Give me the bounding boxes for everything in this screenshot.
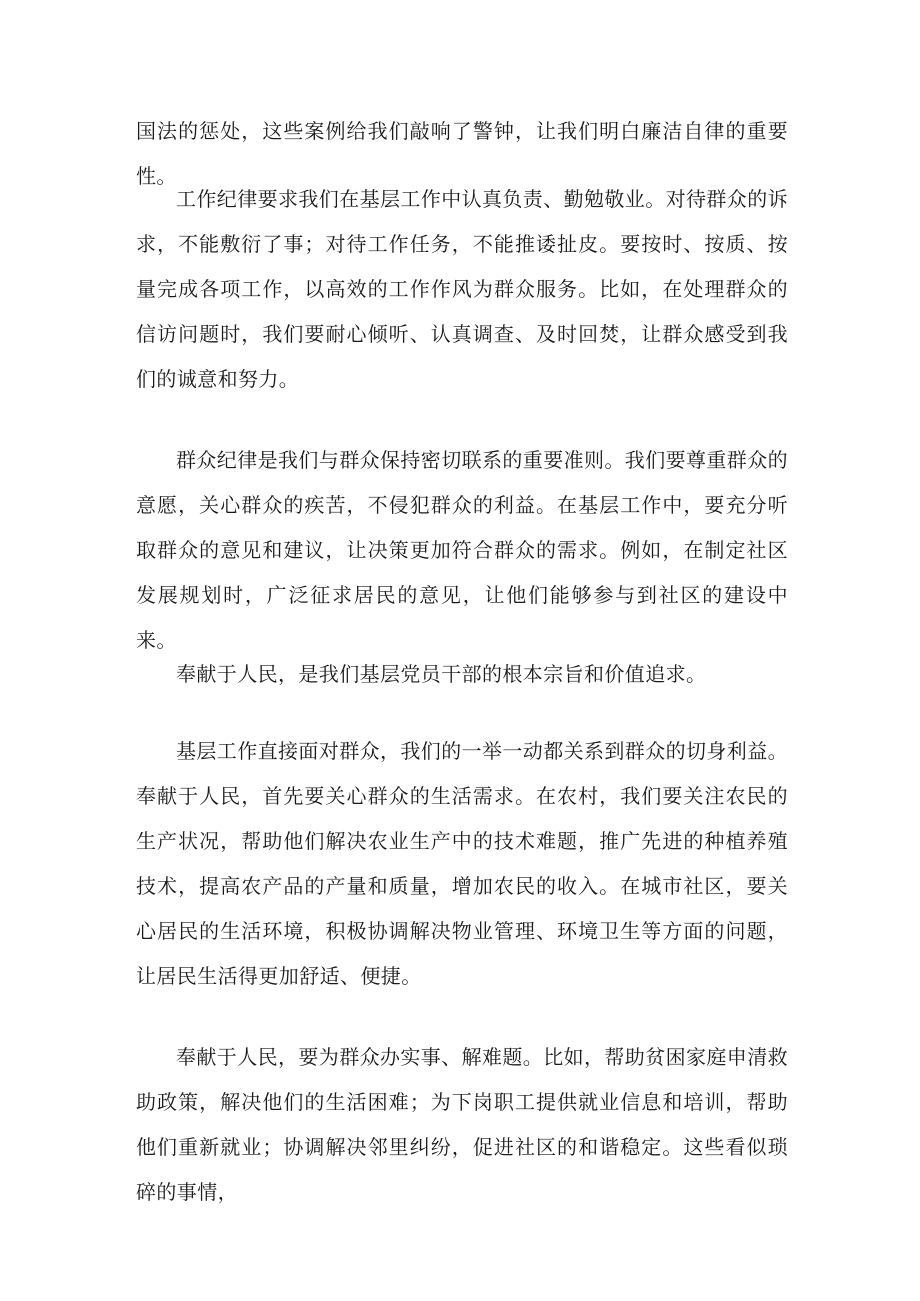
paragraph-work-discipline: 工作纪律要求我们在基层工作中认真负责、勤勉敬业。对待群众的诉求，不能敷衍了事；对待工作任务，不能推诿扯皮。要按时、按质、按量完成各项工作，以高效的工作作风为群众服务。比如，在处理群众的信访问题时，我们要耐心倾听、认真调查、及时回焚，让群众感受到我们的诚意和努力。 (136, 187, 788, 391)
paragraph-dedication-heading: 奉献于人民，是我们基层党员干部的根本宗旨和价值追求。 (176, 662, 707, 686)
paragraph-mass-discipline: 群众纪律是我们与群众保持密切联系的重要准则。我们要尊重群众的意愿，关心群众的疾苦，不侵犯群众的利益。在基层工作中，要充分听取群众的意见和建议，让决策更加符合群众的需求。例如，在制定社区发展规划时，广泛征求居民的意见，让他们能够参与到社区的建设中来。 (136, 448, 788, 652)
paragraph-continuation: 国法的惩处，这些案例给我们敲响了警钟，让我们明白廉洁自律的重要性。 (136, 119, 788, 188)
paragraph-practical-help: 奉献于人民，要为群众办实事、解难题。比如，帮助贫困家庭申清救助政策，解决他们的生活困难；为下岗职工提供就业信息和培训，帮助他们重新就业；协调解决邻里纠纷，促进社区的和谐稳定。这些看似琐碎的事情， (136, 1045, 788, 1204)
paragraph-care-for-people: 基层工作直接面对群众，我们的一举一动都关系到群众的切身利益。奉献于人民，首先要关心群众的生活需求。在农村，我们要关注农民的生产状况，帮助他们解决农业生产中的技术难题，推广先进的种植养殖技术，提高农产品的产量和质量，增加农民的收入。在城市社区，要关心居民的生活环境，积极协调解决物业管理、环境卫生等方面的问题，让居民生活得更加舒适、便捷。 (136, 739, 788, 988)
